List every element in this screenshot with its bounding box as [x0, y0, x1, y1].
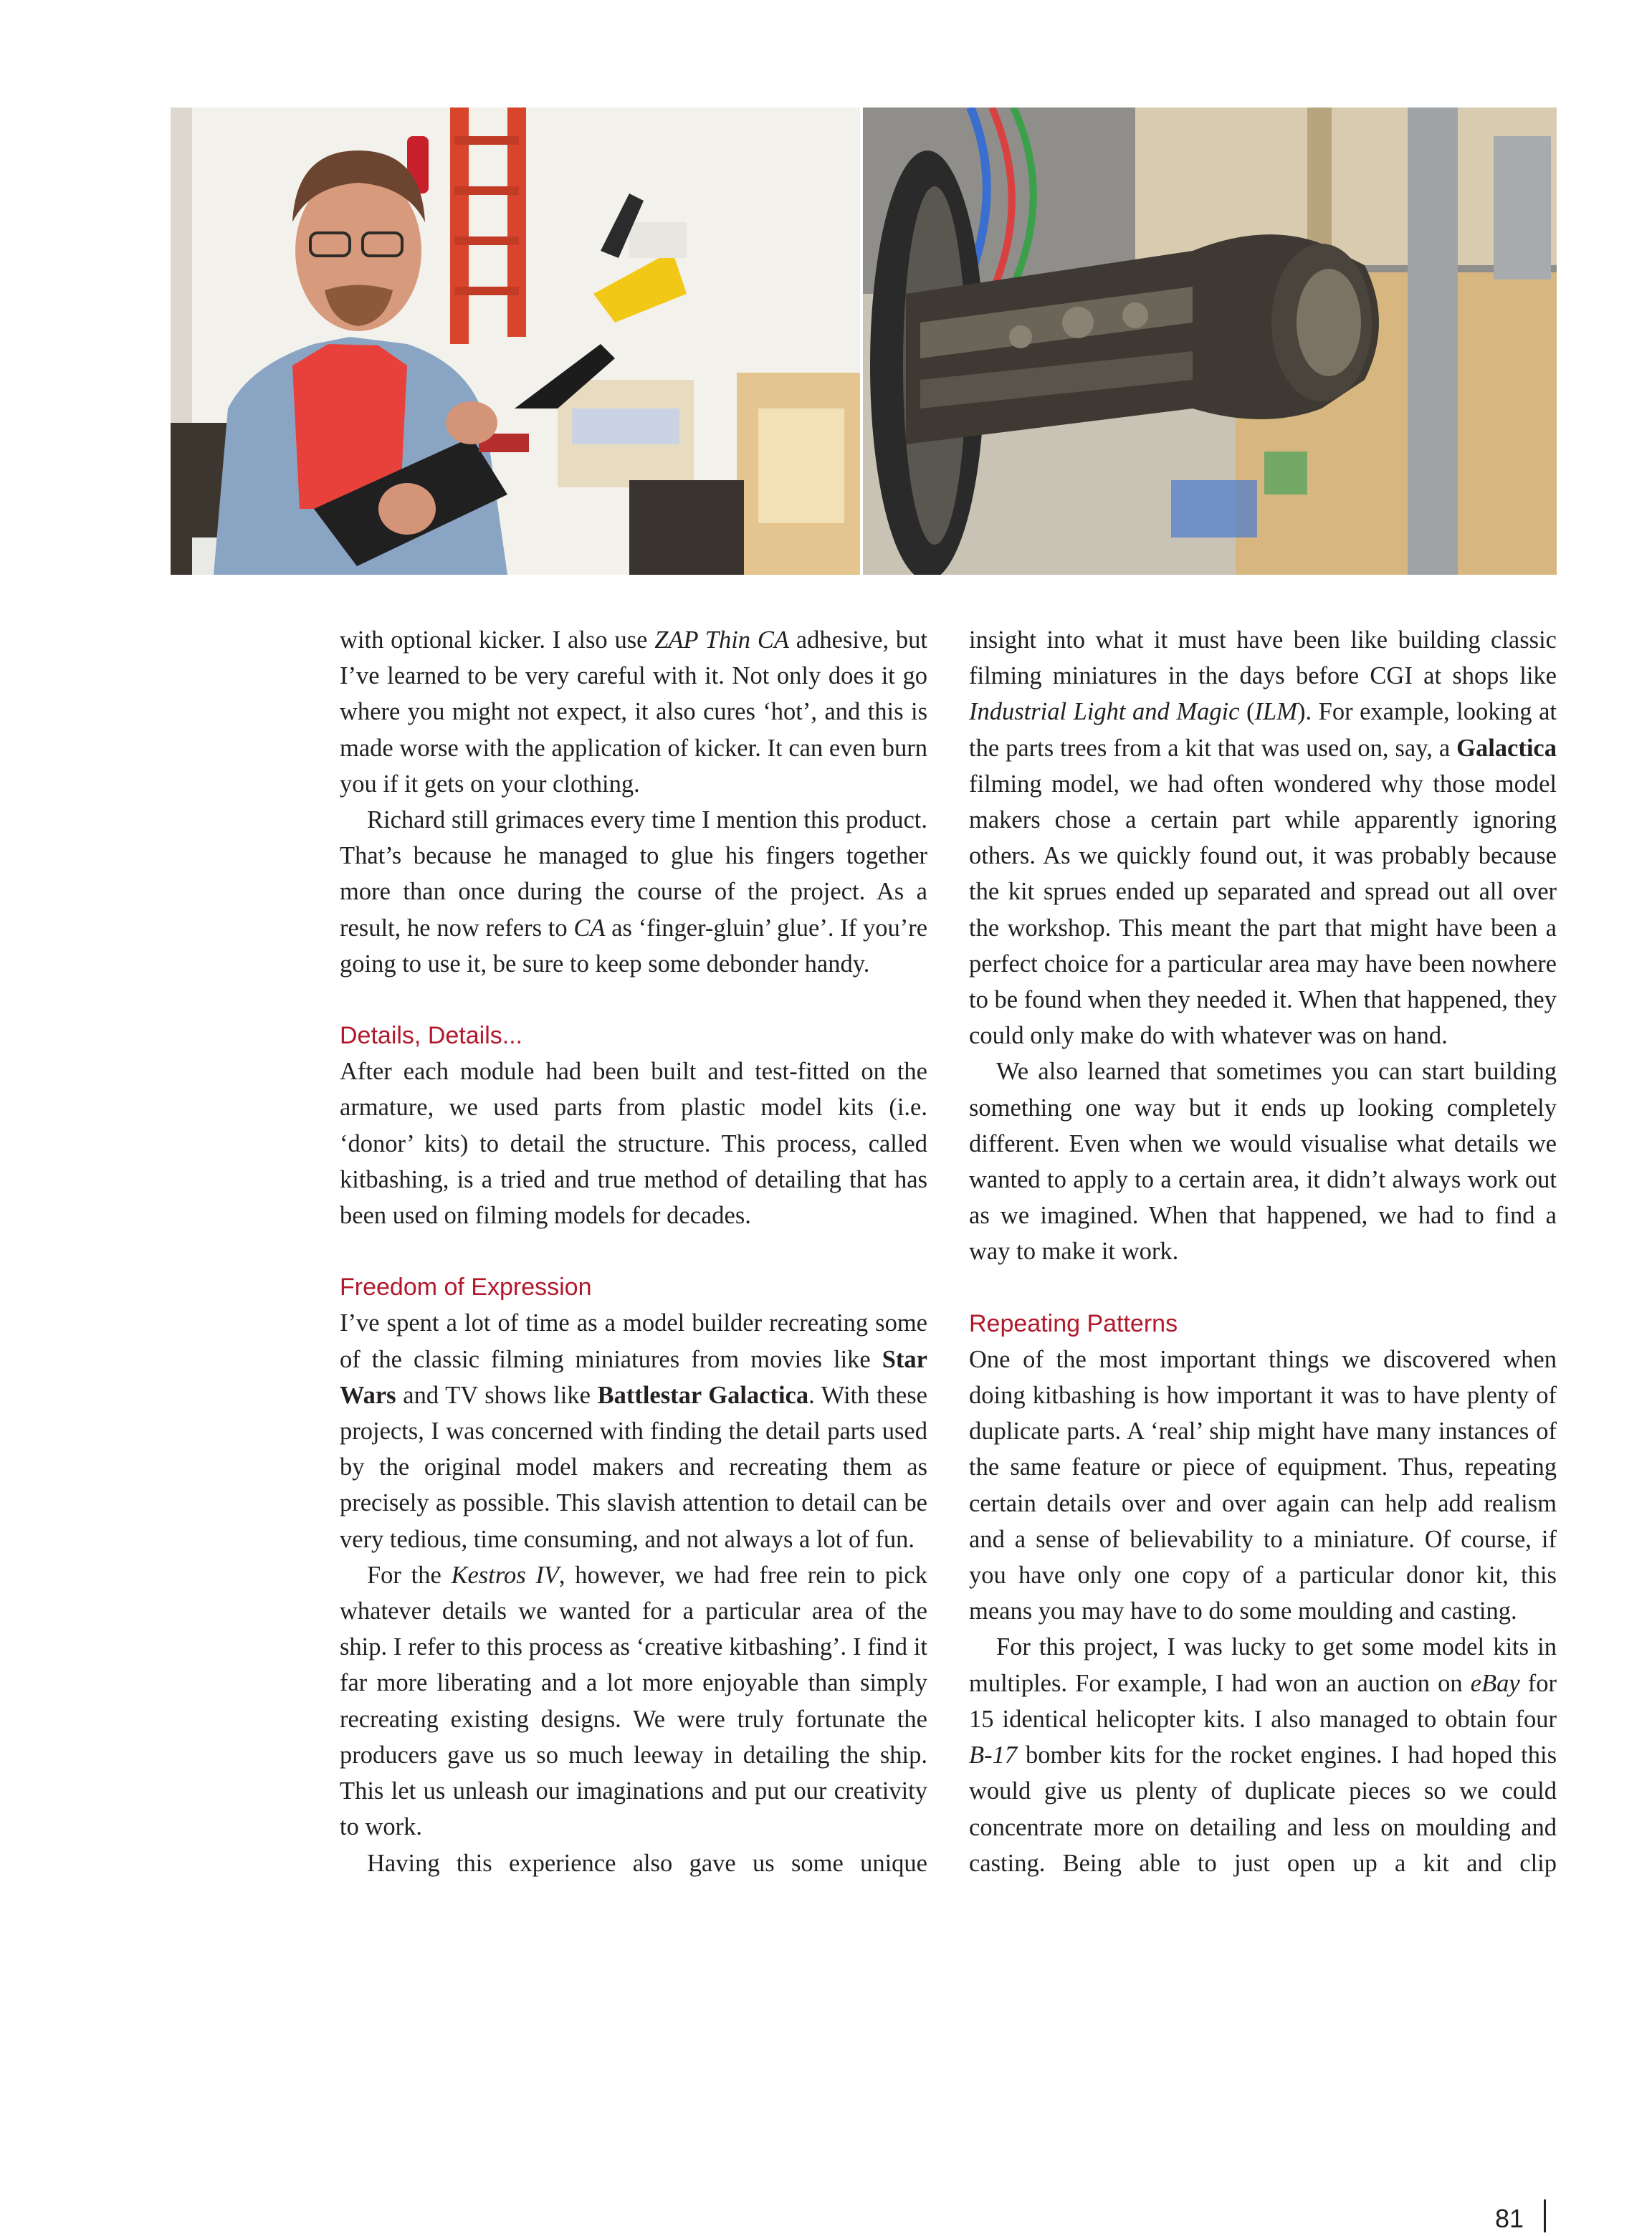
engine-model-illustration — [863, 108, 1557, 575]
section-heading: Repeating Patterns — [969, 1309, 1178, 1337]
page-number-divider — [1544, 2199, 1546, 2232]
section-heading: Details, Details... — [340, 1022, 523, 1050]
paragraph: For the Kestros IV, however, we had free rein to pick whatever details we wanted for a particular area of the ship. I refer to this process as ‘creative kitbashing’. I find it far more liberating and a lot more enjoyable than simply recreating existing designs. We were truly fortunate the producers gave us so much leeway in detailing the ship. This let us unleash our imaginations and put our creativity to work. — [340, 1561, 927, 1841]
paragraph: One of the most important things we discovered when doing kitbashing is how important it was to have plenty of duplicate parts. A ‘real’ ship might have many instances of the same feature or piece of equipment. Thus, repeating certain details over and over again can help add realism and a sense of believability to a miniature. Of course, if you have only one copy of a particular donor kit, this means you may have to do some moulding and casting. — [969, 1345, 1557, 1625]
paragraph: After each module had been built and test-fitted on the armature, we used parts from plastic model kits (i.e. ‘donor’ kits) to detail the structure. This process, called kitbashing, is a tried and true method of detailing that has been used on filming models for decades. — [340, 1058, 927, 1230]
paragraph: I’ve spent a lot of time as a model builder recreating some of the classic filming miniatures from movies like Star Wars and TV shows like Battlestar Galactica. With these projects, I was concerned with finding the detail parts used by the original model makers and recreating them as precisely as possible. This slavish attention to detail can be very tedious, time consuming, and not always a lot of fun. — [340, 1309, 927, 1553]
paragraph: Having this experience also gave us some unique — [367, 1849, 927, 1877]
right-text-column — [969, 622, 1557, 1881]
paragraph: We also learned that sometimes you can start building something one way but it ends up looking completely different. Even when we would visualise what details we wanted to apply to a certain area, it didn’t always work out as we imagined. When that happened, we had to find a way to make it work. — [969, 1058, 1557, 1266]
paragraph: For this project, I was lucky to get some model kits in multiples. For example, I had won an auction on eBay for 15 identical helicopter kits. I also managed to obtain four B-17 bomber kits for the rocket engines. I had hoped this would give us plenty of duplicate pieces so we could concentrate more on detailing and less on moulding and casting. Being able to just open up a kit and clip — [969, 1633, 1557, 1877]
photo-man-holding-saw — [171, 108, 860, 575]
man-with-saw-illustration — [171, 108, 860, 575]
paragraph: Richard still grimaces every time I mention this product. That’s because he managed to glue his fingers together more than once during the course of the project. As a result, he now refers to CA as ‘finger-gluin’ glue’. If you’re going to use it, be sure to keep some debonder handy. — [340, 806, 928, 978]
section-heading: Freedom of Expression — [340, 1274, 592, 1301]
left-text-column — [340, 622, 927, 1881]
photo-rocket-engine-model — [863, 108, 1557, 575]
paragraph: insight into what it must have been like building classic filming miniatures in the days before CGI at shops like Industrial Light and Magic (ILM). For example, looking at the parts trees from a kit that was used on, say, a Galactica filming model, we had often wondered why those model makers chose a certain part while apparently ignoring others. As we quickly found out, it was probably because the kit sprues ended up separated and spread out all over the workshop. This meant the part that might have been a perfect choice for a particular area may have been nowhere to be found when they needed it. When that happened, they could only make do with whatever was on hand. — [969, 626, 1557, 1050]
paragraph: with optional kicker. I also use ZAP Thin CA adhesive, but I’ve learned to be very careful with it. Not only does it go where you might not expect, it also cures ‘hot’, and this is made worse with the application of kicker. It can even burn you if it gets on your clothing. — [340, 626, 927, 798]
page-number: 81 — [1495, 2204, 1524, 2233]
